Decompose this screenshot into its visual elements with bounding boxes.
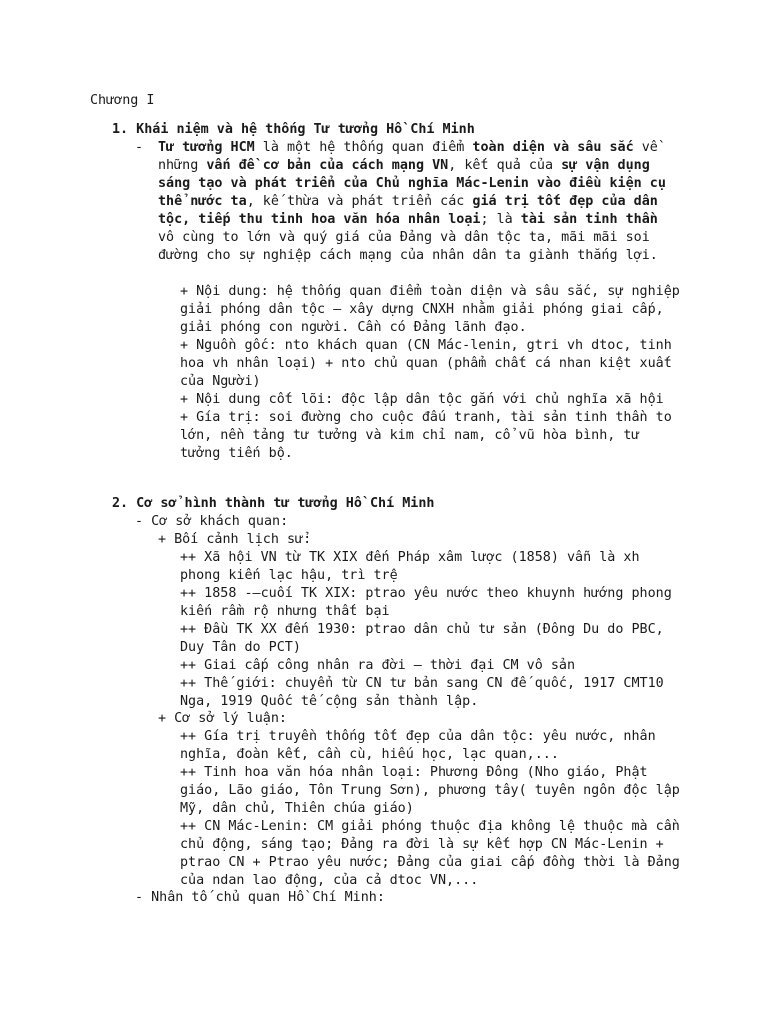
intro-run: Tư tưởng HCM (158, 140, 255, 155)
context-item: ++ Xã hội VN từ TK XIX đến Pháp xâm lược (1858) vẫn là xh phong kiến lạc hậu, trì trệ (180, 550, 640, 583)
intro-paragraph (158, 139, 678, 265)
historical-context-list (180, 549, 680, 711)
intro-run: về những (158, 140, 658, 173)
theory-item: ++ Gía trị truyền thống tốt đẹp của dân tộc: yêu nước, nhân nghĩa, đoàn kết, cần cù, hiếu học, lạc quan,... (180, 729, 656, 762)
intro-run: toàn diện và sâu sắc (472, 140, 634, 155)
intro-run: ; là (480, 212, 521, 227)
point-content: + Nội dung: hệ thống quan điểm toàn diện và sâu sắc, sự nghiệp giải phóng dân tộc – xây dựng CNXH nhằm giải phóng giai cấp, giải phóng con người. Cần có Đảng lãnh đạo. (180, 284, 680, 335)
intro-run: , kế thừa và phát triển các (246, 194, 473, 209)
point-core: + Nội dung cốt lõi: độc lập dân tộc gắn với chủ nghĩa xã hội (180, 392, 664, 407)
section-1-dash: - (135, 140, 144, 155)
section-1-heading: 1. Khái niệm và hệ thống Tư tưởng Hồ Chí Minh (112, 122, 475, 137)
theory-item: ++ CN Mác-Lenin: CM giải phóng thuộc địa không lệ thuộc mà cần chủ động, sáng tạo; Đảng ra đời là sự kết hợp CN Mác-Lenin + ptrao CN + Ptrao yêu nước; Đảng của giai cấp đồng thời là Đảng của ndan lao động, của cả dtoc VN,... (180, 819, 680, 888)
point-value: + Gía trị: soi đường cho cuộc đấu tranh, tài sản tinh thần to lớn, nền tảng tư tưởng và kim chỉ nam, cổ vũ hòa bình, tư tưởng tiến bộ. (180, 410, 672, 461)
section-2-heading: 2. Cơ sở hình thành tư tưởng Hồ Chí Minh (112, 496, 435, 511)
theoretical-basis-list (180, 728, 680, 890)
chapter-title: Chương I (90, 93, 155, 108)
intro-run: vấn đề cơ bản của cách mạng VN (206, 158, 449, 173)
objective-basis-label: - Cơ sở khách quan: (135, 514, 289, 529)
intro-run: sự vận dụng sáng tạo và phát triển của Chủ nghĩa Mác-Lenin vào điều kiện cụ thể nước ta (158, 158, 666, 209)
intro-run: giá trị tốt đẹp của dân tộc, tiếp thu tinh hoa văn hóa nhân loại (158, 194, 658, 227)
context-item: ++ Thế giới: chuyển từ CN tư bản sang CN đế quốc, 1917 CMT10 Nga, 1919 Quốc tế cộng sản thành lập. (180, 676, 664, 709)
context-item: ++ Giai cấp công nhân ra đời – thời đại CM vô sản (180, 658, 576, 673)
section-1-points (180, 283, 680, 463)
context-item: ++ Đầu TK XX đến 1930: ptrao dân chủ tư sản (Đông Du do PBC, Duy Tân do PCT) (180, 622, 664, 655)
intro-run: vô cùng to lớn và quý giá của Đảng và dân tộc ta, mãi mãi soi đường cho sự nghiệp cách mạng của nhân dân ta giành thắng lợi. (158, 230, 658, 263)
theoretical-basis-label: + Cơ sở lý luận: (158, 711, 287, 726)
context-item: ++ 1858 -–cuối TK XIX: ptrao yêu nước theo khuynh hướng phong kiến rầm rộ nhưng thất bại (180, 586, 672, 619)
theory-item: ++ Tinh hoa văn hóa nhân loại: Phương Đông (Nho giáo, Phật giáo, Lão giáo, Tôn Trung Sơn), phương tây( tuyên ngôn độc lập Mỹ, dân chủ, Thiên chúa giáo) (180, 765, 680, 816)
subjective-factor-label: - Nhân tố chủ quan Hồ Chí Minh: (135, 890, 385, 905)
historical-context-label: + Bối cảnh lịch sử: (158, 532, 312, 547)
point-origin: + Nguồn gốc: nto khách quan (CN Mác-lenin, gtri vh dtoc, tinh hoa vh nhân loại) + nto chủ quan (phẩm chất cá nhan kiệt xuất của Người) (180, 338, 672, 389)
intro-run: tài sản tinh thần (520, 212, 658, 227)
intro-run: , kết quả của (448, 158, 562, 173)
intro-run: là một hệ thống quan điểm (254, 140, 473, 155)
section-1-intro (158, 139, 678, 265)
